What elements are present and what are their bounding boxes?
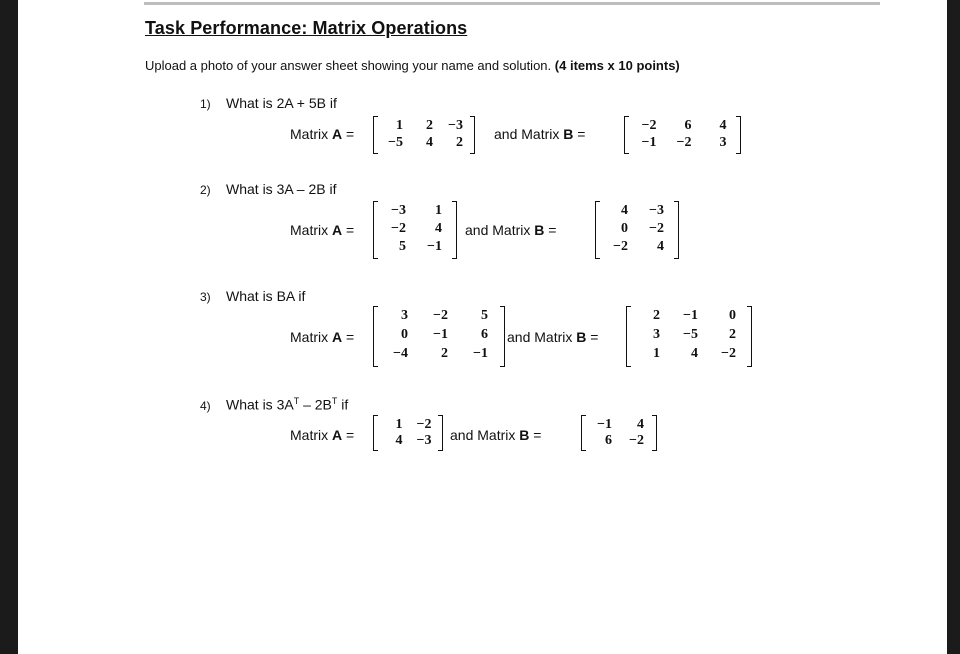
matrix-cell: −3 [448, 118, 463, 133]
item-number: 1) [200, 97, 211, 111]
matrix-cell: −3 [649, 203, 664, 218]
right-bracket [747, 306, 752, 367]
instructions-points: (4 items x 10 points) [554, 58, 680, 73]
matrix-cell: 2 [653, 308, 660, 323]
matrix-cell: 2 [441, 346, 448, 361]
item-4-matrix-a [373, 415, 443, 451]
matrix-cell: −2 [391, 221, 406, 236]
matrix-cell: 5 [481, 308, 488, 323]
matrix-cell: 4 [657, 239, 664, 254]
matrix-cell: −1 [473, 346, 488, 361]
instructions [145, 58, 680, 73]
matrix-cell: 2 [729, 327, 736, 342]
matrix-cell: 4 [621, 203, 628, 218]
item-1-matrix-a [373, 116, 475, 154]
left-bracket [373, 306, 378, 367]
item-1-matrix-a-label: Matrix A = [290, 126, 355, 142]
item-2-matrix-b-label: and Matrix B = [465, 222, 557, 238]
item-2-matrix-a-label: Matrix A = [290, 222, 355, 238]
matrix-cell: 6 [481, 327, 488, 342]
matrix-cell: 4 [719, 118, 727, 133]
matrix-cell: −1 [433, 327, 448, 342]
item-1-matrix-b-label: and Matrix B = [494, 126, 586, 142]
matrix-cell: −2 [721, 346, 736, 361]
matrix-cell: −1 [427, 239, 442, 254]
item-4-question: 4) What is $3A^T - 2B^T$ if [200, 396, 349, 413]
left-bracket [624, 116, 629, 154]
item-question: What is BA if [226, 288, 306, 304]
left-bracket [626, 306, 631, 367]
matrix-cell: 4 [691, 346, 698, 361]
item-4-matrix-b-label: and Matrix B = [450, 427, 542, 443]
left-bracket [373, 415, 378, 451]
instructions-text: Upload a photo of your answer sheet showing your name and solution. [145, 58, 552, 73]
item-3-matrix-b-label: and Matrix B = [507, 329, 599, 345]
matrix-cell: 2 [426, 118, 433, 133]
matrix-cell: 4 [435, 221, 442, 236]
matrix-cell: −2 [416, 417, 432, 432]
matrix-cell: −2 [433, 308, 448, 323]
matrix-cell: 0 [401, 327, 408, 342]
right-bracket [500, 306, 505, 367]
matrix-cell: −2 [649, 221, 664, 236]
right-bracket [652, 415, 657, 451]
matrix-cell: 6 [684, 118, 692, 133]
item-number: 2) [200, 183, 211, 197]
item-1-matrix-b [624, 116, 741, 154]
item-1-question [200, 95, 337, 111]
item-2-question [200, 181, 337, 197]
item-number: 3) [200, 290, 211, 304]
matrix-cell: 1 [435, 203, 442, 218]
page-title: Task Performance: Matrix Operations [145, 18, 468, 38]
matrix-cell: −2 [629, 433, 644, 448]
matrix-cell: 3 [401, 308, 408, 323]
left-bracket [373, 116, 378, 154]
right-bracket [452, 201, 457, 259]
matrix-cell: 0 [729, 308, 736, 323]
matrix-cell: −2 [641, 118, 657, 133]
item-4-matrix-a-label: Matrix A = [290, 427, 355, 443]
matrix-cell: 4 [426, 135, 433, 150]
matrix-cell: −3 [391, 203, 406, 218]
right-bracket [674, 201, 679, 259]
matrix-cell: 4 [395, 433, 403, 448]
item-question: What is 3A – 2B if [226, 181, 337, 197]
right-bracket [438, 415, 443, 451]
matrix-cell: −3 [416, 433, 432, 448]
matrix-cell: −4 [393, 346, 408, 361]
left-bracket [373, 201, 378, 259]
matrix-cell: 1 [395, 417, 403, 432]
matrix-cell: −5 [683, 327, 698, 342]
item-2-matrix-a [373, 201, 457, 259]
matrix-cell: −1 [597, 417, 612, 432]
top-rule [144, 2, 880, 5]
matrix-cell: 1 [396, 118, 403, 133]
matrix-cell: 3 [719, 135, 727, 150]
document-page [18, 0, 947, 654]
item-2-matrix-b [595, 201, 679, 259]
left-bracket [581, 415, 586, 451]
matrix-cell: 1 [653, 346, 660, 361]
matrix-cell: 5 [399, 239, 406, 254]
item-3-question [200, 288, 305, 304]
matrix-cell: 3 [653, 327, 660, 342]
matrix-cell: 6 [605, 433, 612, 448]
right-bracket [736, 116, 741, 154]
item-number: 4) [200, 398, 211, 413]
item-3-matrix-a [373, 306, 505, 367]
item-question: What is 2A + 5B if [226, 95, 337, 111]
right-bracket [470, 116, 475, 154]
item-4-matrix-b [581, 415, 657, 451]
left-bracket [595, 201, 600, 259]
matrix-cell: −1 [683, 308, 698, 323]
matrix-cell: 0 [621, 221, 628, 236]
matrix-cell: −1 [641, 135, 657, 150]
item-3-matrix-b [626, 306, 752, 367]
matrix-cell: 2 [456, 135, 463, 150]
matrix-cell: −5 [388, 135, 403, 150]
item-3-matrix-a-label: Matrix A = [290, 329, 355, 345]
matrix-cell: 4 [637, 417, 644, 432]
matrix-cell: −2 [613, 239, 628, 254]
matrix-cell: −2 [676, 135, 692, 150]
